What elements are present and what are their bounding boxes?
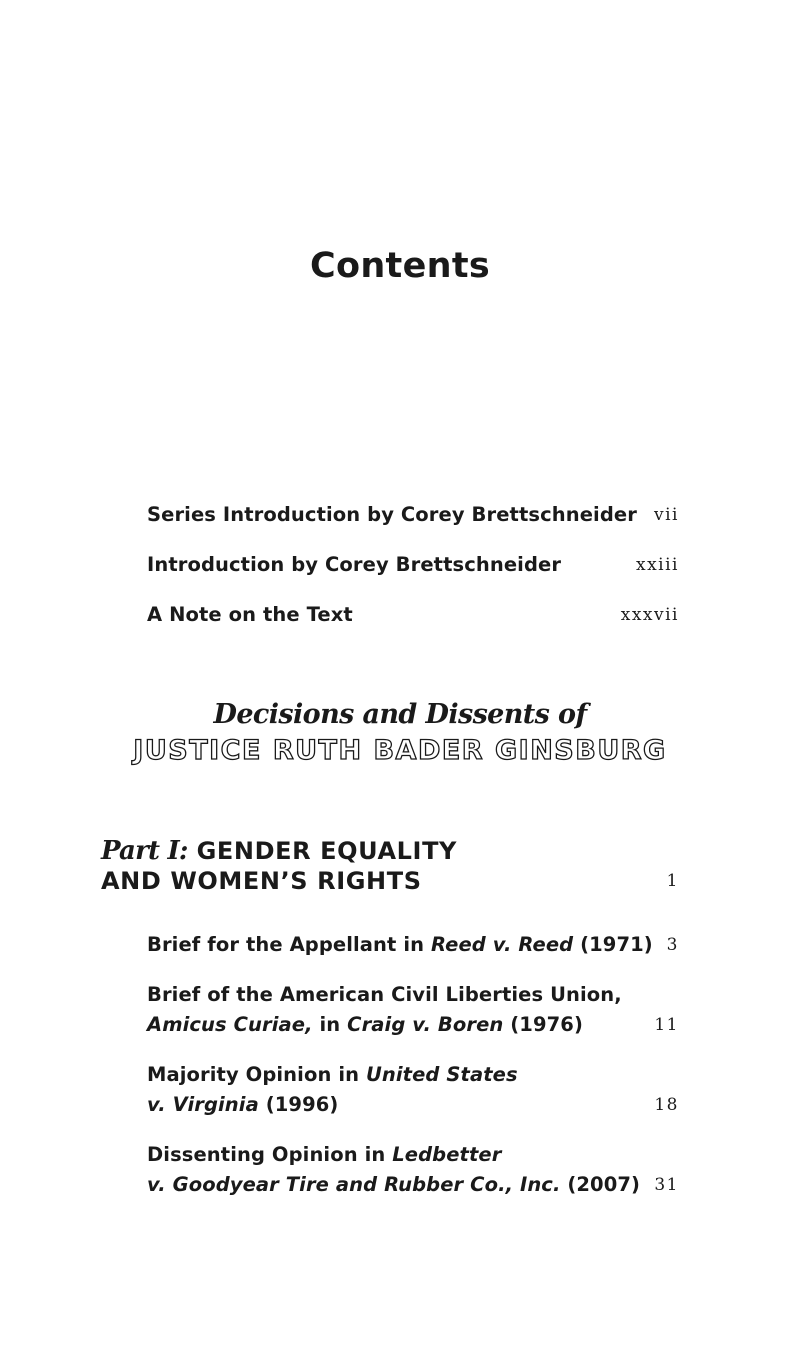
section-heading: [0, 698, 800, 770]
entry-text-plain: Majority Opinion in: [147, 1063, 366, 1086]
entry-year: (1976): [503, 1013, 583, 1036]
entry-text-line1: Brief of the American Civil Liberties Union,: [147, 983, 622, 1006]
toc-entry-title: [147, 930, 653, 960]
entry-case-name-part2: v. Virginia: [147, 1093, 259, 1116]
part-heading[interactable]: [101, 836, 679, 896]
toc-entry-title: Introduction by Corey Brettschneider: [147, 553, 562, 576]
toc-page-number: 11: [654, 1015, 679, 1035]
part-label: Part I:: [101, 836, 188, 866]
toc-page-number: vii: [654, 505, 679, 525]
toc-entry-united-states-v-virginia[interactable]: [147, 1060, 679, 1120]
toc-entry-note-on-text[interactable]: [147, 600, 679, 630]
toc-page-number: 18: [654, 1095, 679, 1115]
toc-page-number: 31: [654, 1175, 679, 1195]
toc-entry-title: Series Introduction by Corey Brettschneider: [147, 503, 637, 526]
entry-case-name: Craig v. Boren: [347, 1013, 504, 1036]
toc-page-number: 3: [666, 935, 679, 955]
entry-year: (2007): [560, 1173, 641, 1196]
entry-case-name-part1: United States: [365, 1063, 518, 1086]
toc-entry-title: [147, 1140, 640, 1200]
toc-entry-title: [147, 980, 622, 1040]
entry-case-name-part2: v. Goodyear Tire and Rubber Co., Inc.: [147, 1173, 561, 1196]
part-title-line1: GENDER EQUALITY: [196, 837, 458, 865]
entry-text-plain: Brief for the Appellant in: [147, 933, 431, 956]
toc-entry-introduction[interactable]: [147, 550, 679, 580]
toc-entry-craig-v-boren[interactable]: [147, 980, 679, 1040]
part-title-line2: AND WOMEN’S RIGHTS: [101, 867, 422, 895]
entry-year: (1971): [573, 933, 653, 956]
toc-entry-title: A Note on the Text: [147, 603, 353, 626]
entry-case-name: Reed v. Reed: [430, 933, 574, 956]
toc-page-number: 1: [666, 871, 679, 891]
entry-case-name-part1: Ledbetter: [392, 1143, 502, 1166]
section-heading-line1: Decisions and Dissents of: [213, 699, 587, 730]
toc-entry-title: [147, 1060, 518, 1120]
part-heading-line2: [101, 866, 679, 896]
entry-amicus-label: Amicus Curiae,: [147, 1013, 313, 1036]
section-heading-line2: JUSTICE RUTH BADER GINSBURG: [133, 735, 667, 766]
toc-entry-reed-v-reed[interactable]: [147, 930, 679, 960]
part-heading-line1: [101, 836, 679, 866]
toc-page-number: xxiii: [636, 555, 679, 575]
toc-entry-ledbetter-v-goodyear[interactable]: [147, 1140, 679, 1200]
toc-entry-series-introduction[interactable]: [147, 500, 679, 530]
entry-year: (1996): [258, 1093, 339, 1116]
page-title: Contents: [310, 246, 490, 286]
toc-page-number: xxxvii: [620, 605, 679, 625]
entry-text-plain: in: [312, 1013, 348, 1036]
entry-text-plain: Dissenting Opinion in: [147, 1143, 393, 1166]
